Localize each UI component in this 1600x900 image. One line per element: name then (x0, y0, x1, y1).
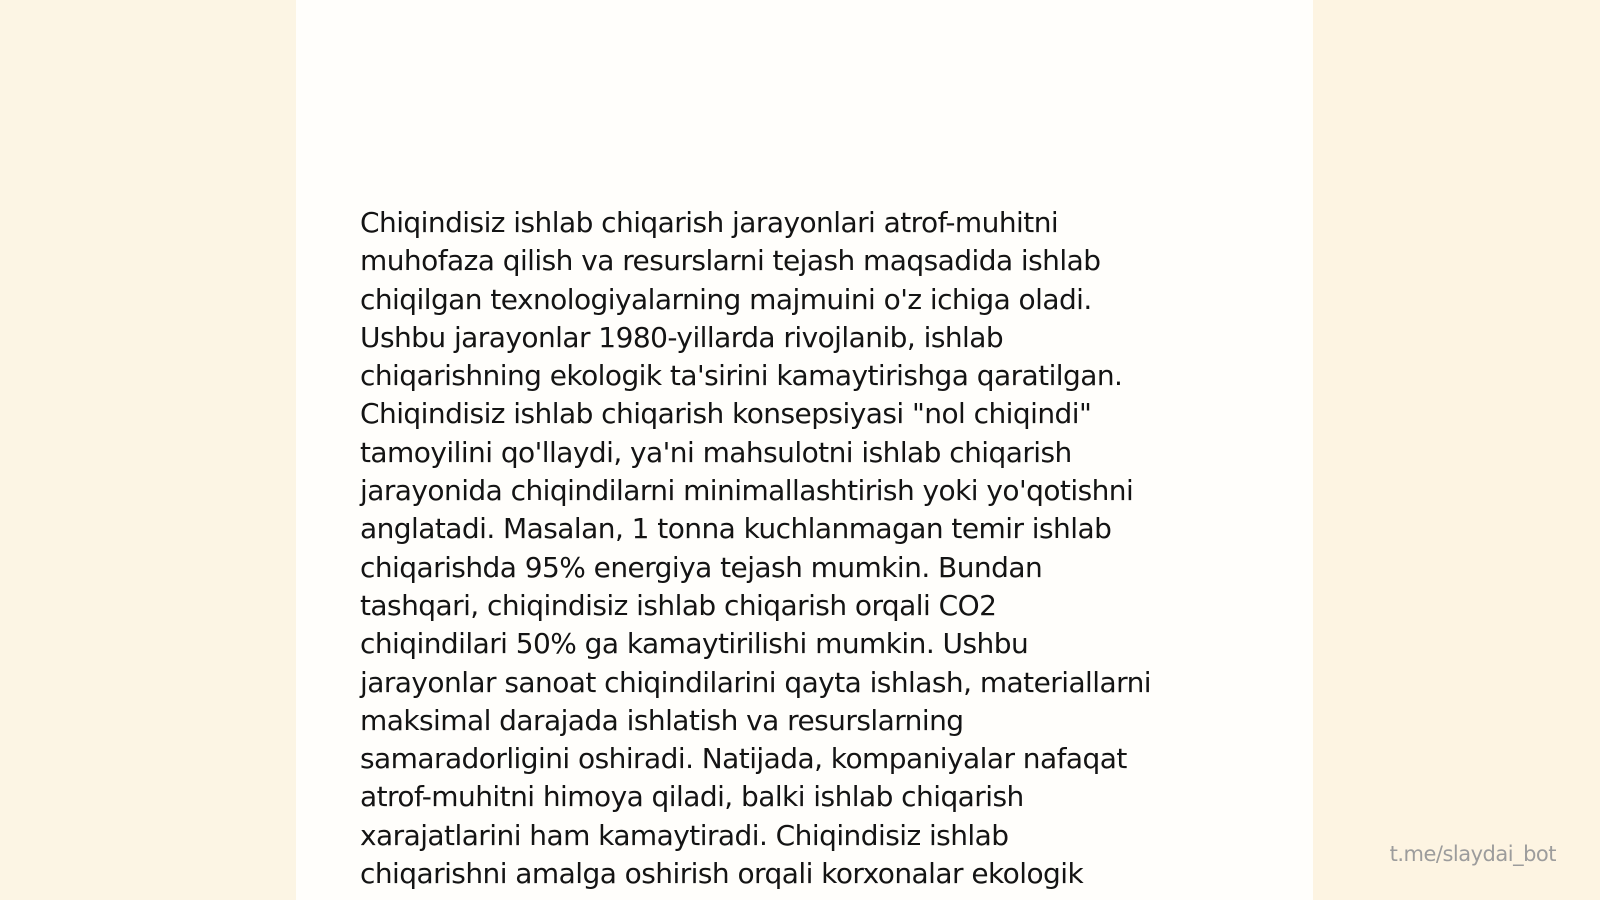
text-line: maksimal darajada ishlatish va resurslarning (360, 703, 964, 737)
text-line: jarayonida chiqindilarni minimallashtirish yoki yo'qotishni (360, 474, 1134, 508)
text-line: xarajatlarini ham kamaytiradi. Chiqindisiz ishlab (360, 818, 1009, 852)
text-line: Chiqindisiz ishlab chiqarish konsepsiyasi "nol chiqindi" (360, 397, 1092, 431)
slide (296, 0, 1313, 900)
text-line: chiqarishning ekologik ta'sirini kamaytirishga qaratilgan. (360, 359, 1123, 393)
text-line: tamoyilini qo'llaydi, ya'ni mahsulotni ishlab chiqarish (360, 435, 1072, 469)
text-line: chiqindilari 50% ga kamaytirilishi mumkin. Ushbu (360, 627, 1029, 661)
slide-body-text (360, 204, 1260, 893)
watermark-link: t.me/slaydai_bot (1389, 842, 1556, 866)
text-line: muhofaza qilish va resurslarni tejash maqsadida ishlab (360, 244, 1101, 278)
left-margin (0, 0, 296, 900)
text-line: atrof-muhitni himoya qiladi, balki ishlab chiqarish (360, 780, 1024, 814)
text-line: jarayonlar sanoat chiqindilarini qayta ishlash, materiallarni (360, 665, 1152, 699)
text-line: Ushbu jarayonlar 1980-yillarda rivojlanib, ishlab (360, 320, 1004, 354)
text-line: Chiqindisiz ishlab chiqarish jarayonlari atrof-muhitni (360, 206, 1059, 239)
text-line: samaradorligini oshiradi. Natijada, kompaniyalar nafaqat (360, 742, 1127, 776)
text-line: chiqarishda 95% energiya tejash mumkin. Bundan (360, 550, 1043, 584)
text-line: chiqilgan texnologiyalarning majmuini o'z ichiga oladi. (360, 282, 1092, 316)
text-line: chiqarishni amalga oshirish orqali korxonalar ekologik (360, 857, 1084, 891)
text-line: anglatadi. Masalan, 1 tonna kuchlanmagan temir ishlab (360, 512, 1112, 546)
text-line: tashqari, chiqindisiz ishlab chiqarish orqali CO2 (360, 588, 997, 622)
right-margin (1313, 0, 1600, 900)
